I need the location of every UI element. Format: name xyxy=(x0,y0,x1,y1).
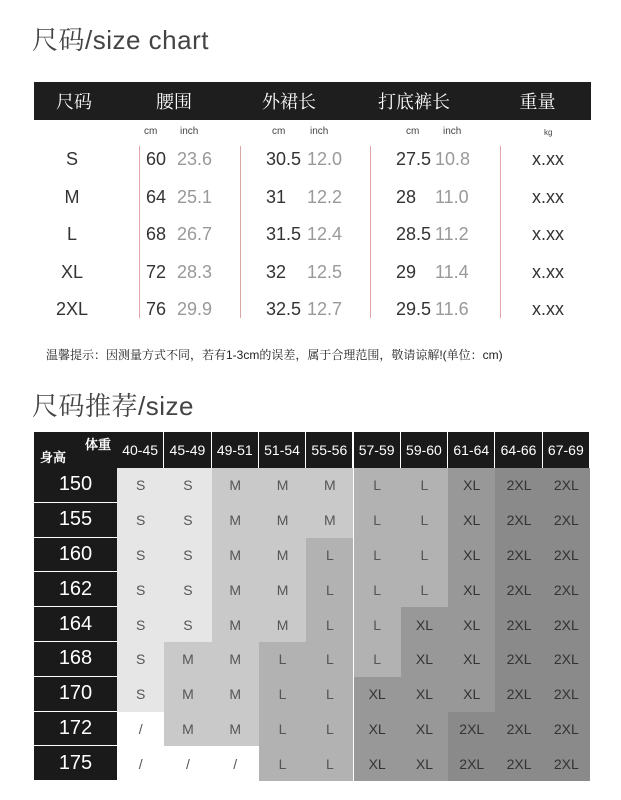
size-recommendation-cell: L xyxy=(354,538,401,573)
size-recommendation-cell: XL xyxy=(401,677,448,712)
size-recommendation-cell: L xyxy=(306,572,353,607)
size-recommendation-cell: S xyxy=(117,572,164,607)
size-recommendation-cell: 2XL xyxy=(495,468,542,503)
size-recommendation-cell: S xyxy=(117,503,164,538)
cell-size: XL xyxy=(60,261,84,282)
unit-cm: cm xyxy=(144,126,158,137)
size-recommendation-cell: XL xyxy=(448,607,495,642)
size-recommendation-cell: 2XL xyxy=(495,746,542,781)
unit-cm: cm xyxy=(272,126,286,137)
header-legging-length: 打底裤长 xyxy=(378,92,450,112)
size-recommendation-cell: 2XL xyxy=(495,642,542,677)
cell-weight: x.xx xyxy=(532,261,565,282)
size-recommendation-cell: XL xyxy=(354,712,401,747)
cell-waist-cm: 68 xyxy=(146,224,167,244)
size-recommendation-cell: 2XL xyxy=(495,538,542,573)
size-recommendation-cell: L xyxy=(401,468,448,503)
cell-size: M xyxy=(64,186,80,207)
size-recommendation-cell: L xyxy=(401,538,448,573)
weight-column-header: 64-66 xyxy=(495,432,542,468)
size-recommendation-cell: XL xyxy=(401,746,448,781)
size-recommendation-cell: 2XL xyxy=(543,538,590,573)
size-recommendation-cell: L xyxy=(354,468,401,503)
height-row-header: 150 xyxy=(34,468,117,503)
unit-inch: inch xyxy=(180,126,199,137)
cell-skirt-cm: 32.5 xyxy=(266,299,302,319)
size-recommendation-cell: 2XL xyxy=(543,607,590,642)
cell-skirt-in: 12.7 xyxy=(307,299,343,319)
size-recommendation-cell: S xyxy=(117,607,164,642)
size-recommendation-cell: 2XL xyxy=(448,712,495,747)
size-recommendation-cell: S xyxy=(117,468,164,503)
cell-waist-cm: 64 xyxy=(146,186,167,207)
height-row-header: 162 xyxy=(34,572,117,607)
height-row-header: 170 xyxy=(34,677,117,712)
height-row-header: 160 xyxy=(34,538,117,573)
table-row xyxy=(34,178,591,216)
size-recommendation-cell: M xyxy=(259,572,306,607)
size-recommendation-cell: M xyxy=(306,468,353,503)
size-recommendation-cell: L xyxy=(259,677,306,712)
cell-legging-cm: 29 xyxy=(396,261,417,282)
size-recommendation-cell: M xyxy=(259,607,306,642)
size-recommendation-cell: M xyxy=(164,712,211,747)
size-recommendation-cell: L xyxy=(354,607,401,642)
size-recommendation-cell: S xyxy=(164,468,211,503)
cell-legging-cm: 27.5 xyxy=(396,149,432,169)
corner-header xyxy=(34,432,117,468)
size-recommendation-cell: S xyxy=(117,538,164,573)
size-recommendation-cell: XL xyxy=(448,572,495,607)
height-row-header: 155 xyxy=(34,503,117,538)
size-recommendation-cell: L xyxy=(354,572,401,607)
cell-legging-in: 11.2 xyxy=(435,224,469,244)
cell-weight: x.xx xyxy=(532,186,565,207)
unit-inch: inch xyxy=(310,126,329,137)
unit-inch: inch xyxy=(443,126,462,137)
cell-skirt-in: 12.0 xyxy=(307,149,343,169)
cell-skirt-cm: 30.5 xyxy=(266,149,302,169)
size-recommendation-cell: S xyxy=(117,677,164,712)
size-recommendation-cell: XL xyxy=(448,677,495,712)
cell-legging-cm: 28.5 xyxy=(396,224,432,244)
size-recommendation-cell: M xyxy=(212,642,259,677)
size-recommendation-cell: 2XL xyxy=(543,468,590,503)
size-recommendation-cell: 2XL xyxy=(495,677,542,712)
size-recommendation-cell: L xyxy=(306,712,353,747)
size-chart-body xyxy=(34,140,591,320)
weight-column-header: 55-56 xyxy=(306,432,353,468)
size-recommendation-cell: 2XL xyxy=(543,746,590,781)
size-recommendation-cell: XL xyxy=(448,503,495,538)
size-recommendation-cell: M xyxy=(259,503,306,538)
weight-column-header: 67-69 xyxy=(543,432,590,468)
header-skirt-length: 外裙长 xyxy=(262,92,316,112)
size-recommendation-cell: S xyxy=(164,503,211,538)
cell-skirt-cm: 31.5 xyxy=(266,224,302,244)
size-recommendation-cell: M xyxy=(212,607,259,642)
size-recommendation-cell: XL xyxy=(448,642,495,677)
height-row-header: 172 xyxy=(34,712,117,747)
size-recommendation-cell: / xyxy=(117,746,164,781)
size-recommendation-cell: L xyxy=(259,642,306,677)
cell-size: L xyxy=(66,224,77,244)
size-recommendation-cell: XL xyxy=(401,712,448,747)
size-recommendation-cell: S xyxy=(164,572,211,607)
weight-column-header: 51-54 xyxy=(259,432,306,468)
size-recommendation-cell: / xyxy=(164,746,211,781)
cell-waist-cm: 60 xyxy=(146,149,167,169)
table-row xyxy=(34,253,591,291)
cell-weight: x.xx xyxy=(532,149,565,169)
cell-waist-in: 23.6 xyxy=(177,149,213,169)
unit-cm: cm xyxy=(406,126,420,137)
header-size: 尺码 xyxy=(56,92,92,112)
size-recommendation-cell: 2XL xyxy=(543,572,590,607)
weight-column-header: 40-45 xyxy=(117,432,164,468)
size-recommendation-cell: XL xyxy=(401,607,448,642)
cell-skirt-in: 12.5 xyxy=(307,261,343,282)
size-recommendation-cell: 2XL xyxy=(495,503,542,538)
weight-column-header: 45-49 xyxy=(164,432,211,468)
size-recommendation-cell: L xyxy=(401,503,448,538)
size-recommendation-cell: M xyxy=(259,538,306,573)
measurement-note: 温馨提示：因测量方式不同，若有1-3cm的误差，属于合理范围，敬请谅解!(单位：cm) xyxy=(46,348,503,362)
cell-legging-in: 11.0 xyxy=(435,186,469,207)
cell-waist-in: 29.9 xyxy=(177,299,213,319)
header-waist: 腰围 xyxy=(156,92,192,112)
size-recommendation-cell: L xyxy=(401,572,448,607)
height-row-header: 164 xyxy=(34,607,117,642)
size-recommendation-cell: M xyxy=(306,503,353,538)
size-recommendation-cell: M xyxy=(212,572,259,607)
cell-legging-in: 10.8 xyxy=(435,149,471,169)
height-row-header: 168 xyxy=(34,642,117,677)
cell-waist-cm: 72 xyxy=(146,261,167,282)
size-chart-header xyxy=(34,82,591,120)
height-label: 身高 xyxy=(40,450,67,465)
cell-weight: x.xx xyxy=(532,299,565,319)
size-recommendation-cell: L xyxy=(306,642,353,677)
size-recommendation-title: 尺码推荐/size xyxy=(32,391,194,421)
size-recommendation-cell: 2XL xyxy=(543,677,590,712)
table-row xyxy=(34,290,591,328)
size-recommendation-cell: XL xyxy=(354,746,401,781)
size-recommendation-grid xyxy=(34,432,590,782)
weight-column-header: 49-51 xyxy=(212,432,259,468)
size-recommendation-cell: L xyxy=(354,503,401,538)
size-recommendation-cell: 2XL xyxy=(543,642,590,677)
size-recommendation-cell: 2XL xyxy=(495,712,542,747)
size-recommendation-cell: L xyxy=(306,746,353,781)
weight-column-header: 59-60 xyxy=(401,432,448,468)
size-recommendation-cell: XL xyxy=(401,642,448,677)
size-recommendation-cell: M xyxy=(212,677,259,712)
cell-waist-in: 26.7 xyxy=(177,224,213,244)
weight-column-header: 57-59 xyxy=(354,432,401,468)
cell-legging-in: 11.4 xyxy=(435,261,469,282)
cell-weight: x.xx xyxy=(532,224,565,244)
cell-waist-in: 28.3 xyxy=(177,261,213,282)
cell-legging-cm: 29.5 xyxy=(396,299,432,319)
size-recommendation-cell: M xyxy=(212,503,259,538)
size-chart-title: 尺码/size chart xyxy=(32,25,209,55)
size-recommendation-cell: S xyxy=(117,642,164,677)
cell-skirt-cm: 32 xyxy=(266,261,287,282)
cell-skirt-in: 12.2 xyxy=(307,186,343,207)
size-recommendation-cell: L xyxy=(259,712,306,747)
size-recommendation-cell: M xyxy=(212,468,259,503)
size-chart-units xyxy=(34,126,591,140)
size-recommendation-cell: 2XL xyxy=(543,503,590,538)
cell-waist-cm: 76 xyxy=(146,299,167,319)
size-recommendation-cell: 2XL xyxy=(448,746,495,781)
size-recommendation-cell: M xyxy=(212,538,259,573)
size-recommendation-cell: L xyxy=(306,538,353,573)
size-recommendation-cell: S xyxy=(164,607,211,642)
size-recommendation-cell: M xyxy=(164,642,211,677)
cell-waist-in: 25.1 xyxy=(177,186,213,207)
unit-kg: kg xyxy=(544,128,553,137)
height-row-header: 175 xyxy=(34,746,117,781)
size-recommendation-cell: XL xyxy=(448,538,495,573)
size-recommendation-cell: 2XL xyxy=(495,572,542,607)
size-recommendation-cell: XL xyxy=(354,677,401,712)
size-recommendation-cell: L xyxy=(354,642,401,677)
weight-label: 体重 xyxy=(84,437,111,452)
header-weight: 重量 xyxy=(519,92,556,112)
cell-size: 2XL xyxy=(55,299,89,319)
size-recommendation-cell: M xyxy=(259,468,306,503)
size-recommendation-cell: / xyxy=(212,746,259,781)
size-recommendation-cell: XL xyxy=(448,468,495,503)
cell-size: S xyxy=(65,149,78,169)
size-recommendation-cell: S xyxy=(164,538,211,573)
table-row xyxy=(34,140,591,178)
weight-column-header: 61-64 xyxy=(448,432,495,468)
cell-legging-in: 11.6 xyxy=(435,299,469,319)
size-recommendation-cell: M xyxy=(164,677,211,712)
cell-skirt-cm: 31 xyxy=(266,186,287,207)
size-recommendation-cell: 2XL xyxy=(495,607,542,642)
cell-skirt-in: 12.4 xyxy=(307,224,343,244)
size-recommendation-cell: 2XL xyxy=(543,712,590,747)
table-row xyxy=(34,215,591,253)
size-recommendation-cell: L xyxy=(306,677,353,712)
size-recommendation-cell: L xyxy=(259,746,306,781)
size-recommendation-cell: L xyxy=(306,607,353,642)
size-recommendation-cell: / xyxy=(117,712,164,747)
cell-legging-cm: 28 xyxy=(396,186,417,207)
size-recommendation-cell: M xyxy=(212,712,259,747)
